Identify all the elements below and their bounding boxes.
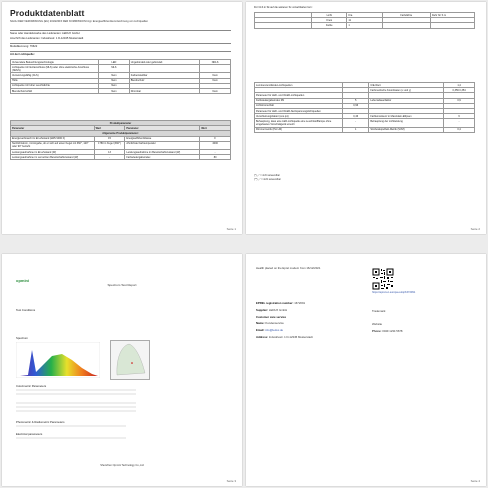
spectrum-heading: Spectrum (16, 336, 28, 340)
qr-code-icon[interactable] (372, 268, 394, 290)
address-label: Address: (256, 335, 269, 339)
table-row (11, 155, 231, 160)
table-cell: - (444, 119, 475, 127)
page-number: Seite 1 (226, 227, 236, 231)
intro-line: Für CLS in Sk auf die weiteren Sc vorsehbarten fern: (254, 6, 313, 9)
table-cell: Farbwiedergabeindex (125, 155, 200, 160)
eprel-link[interactable]: https://eprel.ec.europa.eu/qr/1672091 (372, 291, 416, 294)
supplier-label: Supplier: (256, 308, 269, 312)
page-title: Produktdatenblatt (10, 8, 85, 18)
table-cell: Behauptung der Lichtleistung (369, 119, 444, 127)
table-cell: Dimmbar (129, 88, 199, 93)
electrical-heading: Electrical parameters (16, 432, 43, 436)
table-cell: 1 (343, 127, 369, 132)
table-cell: Leistungsaufnahme im Bereitschaftszustand (W) (125, 149, 200, 154)
table-cell: MLS (99, 65, 130, 73)
page-number: Seite 3 (226, 479, 236, 483)
intro-line: Health placed on the Eprel modern from 16/12/2021 (256, 266, 321, 270)
table-cell: Nein (200, 78, 231, 83)
phone-label: Phone: (372, 329, 382, 333)
table-cell: Farbeinstellbar (129, 73, 199, 78)
eprel-info-page (246, 254, 486, 486)
table-row (255, 23, 475, 28)
spectrum-test-report-page (2, 254, 242, 486)
colorimetric-heading: Colorimetric Parameters (16, 384, 47, 388)
divider (10, 43, 231, 44)
colorimetric-row (16, 410, 136, 412)
cls-parameter-table (254, 12, 475, 29)
spectrum-chart (16, 342, 100, 378)
product-parameter-table (10, 120, 231, 160)
table-cell: Nein (99, 88, 130, 93)
table-cell: Kreis (312, 18, 347, 23)
photometric-heading: Photometric & Radiometric Parameters (16, 420, 65, 424)
table-cell: Leistungsaufnahme im vernetzten Bereitschaftszustand (W) (11, 155, 95, 160)
table-cell: Lichtstromerhalt (255, 103, 343, 108)
column-header: Wert (200, 126, 231, 131)
footnote: (*) „-" = nicht anwendbar (254, 174, 280, 177)
phone-row (372, 329, 403, 333)
table-cell: 0,46 (343, 114, 369, 119)
table-cell (430, 23, 474, 28)
table-cell: 0,9 (444, 98, 475, 103)
light-source-type-table (10, 59, 231, 94)
table-cell: Verschiebungsfaktor (cos φ1) (255, 114, 343, 119)
table-cell: Energieverbrauch im Ein-Zustand (kWh/1000 h) (11, 136, 95, 141)
column-header: Wert (94, 126, 125, 131)
email-link[interactable]: info@ledux.de (265, 328, 284, 332)
table-cell: Energieeffizienzklasse (125, 136, 200, 141)
email-row (256, 329, 283, 332)
divider (10, 30, 231, 31)
table-cell: Nein (200, 73, 231, 78)
table-cell: Lichtquelle mit Netzanschluss (MLS) oder ohne elektrische Anschluss (NMLS) (11, 65, 99, 73)
table-cell: F (200, 136, 231, 141)
table-cell: - (200, 149, 231, 154)
table-cell: Ungebündelt oder gebündelt (129, 60, 199, 65)
colorimetric-row (16, 393, 136, 395)
supplier-value: LEDUX GmbH (268, 308, 288, 312)
email-label: Email: (256, 328, 265, 332)
colorimetric-row (16, 389, 136, 391)
table-cell (382, 23, 430, 28)
table-cell: Ähnlichste Farbtemperatur (125, 141, 200, 149)
led-parameter-table (254, 82, 475, 133)
eprel-label: EPREL registration number: (256, 301, 294, 305)
supplier-address-line: Anschrift des Lieferanten: Industriestr. 1 D-12345 Musterstadt (10, 37, 84, 40)
table-cell: CIE-Wert (369, 83, 444, 88)
page-number: Seite 2 (470, 227, 480, 231)
brand-logo: opmini (16, 278, 30, 283)
table-cell: 0,356 0,354 (444, 88, 475, 93)
section-header: Produktparameter (11, 121, 231, 126)
table-cell: Blendschutzschild (11, 88, 99, 93)
table-cell: 15 (94, 136, 125, 141)
table-row (11, 65, 231, 73)
table-cell: Parameter für LED- und OLED-Netzspannungslichtquellen (255, 108, 343, 113)
divider (10, 51, 231, 52)
table-cell: 13 (94, 149, 125, 154)
colorimetric-row (16, 406, 136, 408)
table-cell: - (94, 155, 125, 160)
table-cell (129, 65, 199, 73)
table-cell: Vernetzungsfähig (CLS) (11, 73, 99, 78)
footnote: (**) „-" = nicht anwendbar (254, 178, 281, 181)
table-cell: NDLS (200, 60, 231, 65)
name-value: Kundenservice (265, 321, 284, 325)
table-cell: 5 (343, 98, 369, 103)
table-cell: 6 (444, 114, 475, 119)
table-cell: Lichtquelle mit hoher Leuchtdichte (11, 83, 99, 88)
model-id-line: Modellkennung: 76622 (10, 45, 38, 48)
customer-service-heading: Customer care service (256, 315, 287, 319)
column-header: Parameter (125, 126, 200, 131)
colorimetric-row (16, 402, 136, 404)
table-cell: 0,4 (444, 127, 475, 132)
phone-value: 0049 1234 5678 (382, 329, 403, 333)
page-subtitle: NACH DER VERORDNUNG (EU) 2019/2015 DER KOMMISSION bzgl. Energieeffizienzkennzeichnung von Lichtquellen (10, 20, 149, 23)
table-cell: Farbdichte (382, 13, 430, 18)
table-row (255, 127, 475, 132)
table-cell: Farbmetrische Koordinaten (x und y) (369, 88, 444, 93)
table-cell: Dehr für S m (430, 13, 474, 18)
table-cell: 80 (200, 155, 231, 160)
section-header: Allgemeine Produktparameter: (11, 131, 231, 136)
eprel-row (256, 302, 305, 305)
table-cell: 1,4 (444, 83, 475, 88)
report-title: Spectrum Test Report (107, 283, 137, 287)
cie-diagram (110, 340, 150, 380)
table-row (11, 141, 231, 149)
name-label: Name: (256, 321, 265, 325)
table-cell: Nutzlichtstrom, mit Angabe, ob er sich auf einen Kegel mit 360°, 120° oder 90° bezieht (11, 141, 95, 149)
table-cell: Nein (200, 88, 231, 93)
table-cell: Farbkonsistenz in MacAdam-Ellipsen (369, 114, 444, 119)
test-conditions-heading: Test Conditions (16, 308, 36, 312)
eprel-value: 1672091 (294, 301, 306, 305)
table-cell: Nein (99, 73, 130, 78)
table-cell: Nein (99, 83, 130, 88)
table-cell: Farbwiedergabeindex R9 (255, 98, 343, 103)
table-cell: Flimmermetrik (Pst LM) (255, 127, 343, 132)
address-row (256, 336, 313, 339)
supplier-row (256, 309, 287, 312)
photometric-row (16, 425, 126, 427)
table-cell (200, 65, 231, 73)
table-cell: Lebensdauerfaktor (369, 98, 444, 103)
datasheet-page-2 (246, 2, 486, 234)
table-cell: Lumineszenzdioden-Lichtquellen (255, 83, 343, 88)
table-cell: 1 (347, 23, 382, 28)
table-cell: Nein (99, 78, 130, 83)
table-cell: 11 (347, 18, 382, 23)
table-row (11, 88, 231, 93)
electrical-row (16, 437, 126, 439)
column-header: Parameter (11, 126, 95, 131)
website-label: Website (372, 322, 383, 326)
table-cell: Hülle (11, 78, 99, 83)
name-row (256, 322, 284, 325)
page-number: Seite 4 (470, 479, 480, 483)
address-value: Industriestr. 1 D-12345 Musterstadt (268, 335, 313, 339)
datasheet-page-1 (2, 2, 242, 234)
table-cell: Licht (312, 13, 347, 18)
table-cell: 0,96 (343, 103, 369, 108)
table-cell: Kra (347, 13, 382, 18)
trademark-label: Trademark (372, 309, 386, 313)
table-cell: 1780 in Kugel (360°) (94, 141, 125, 149)
table-cell (255, 23, 312, 28)
light-source-type-heading: Art der Lichtquelle: (10, 53, 35, 56)
table-cell: Verwendete Beleuchtungstechnologie (11, 60, 99, 65)
table-cell: - (343, 119, 369, 127)
table-cell: Stroboskopeffekt-Metrik (SVM) (369, 127, 444, 132)
table-cell: Parameter für LED- und OLED-Lichtquellen (255, 93, 343, 98)
table-cell: 4000 (200, 141, 231, 149)
table-cell: Behauptung, dass eine LED-Lichtquelle eine Leuchtstofflampe ohne eingebautes Vorschaltgerät ersetzt (255, 119, 343, 127)
report-footer: Shenzhen Opmini Technology Co.,Ltd (100, 464, 144, 467)
table-cell: Leistungsaufnahme im Ein-Zustand (W) (11, 149, 95, 154)
table-cell: LED (99, 60, 130, 65)
supplier-name-line: Name oder Handelsmarke des Lieferanten: LEDUX GmbH (10, 32, 80, 35)
table-cell: Farbe (312, 23, 347, 28)
table-cell: Blendschutz (129, 78, 199, 83)
table-row (255, 119, 475, 127)
